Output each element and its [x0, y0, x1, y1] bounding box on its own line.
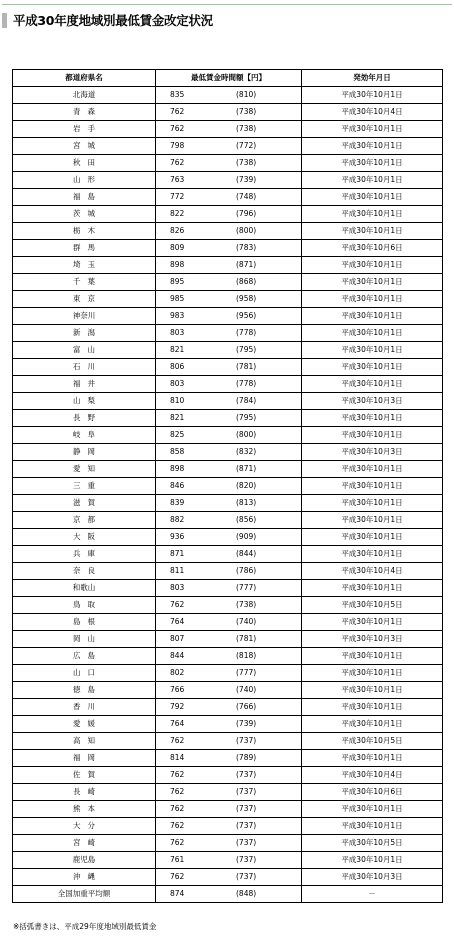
previous-wage: (786) — [236, 566, 257, 575]
prefecture-cell: 新潟 — [13, 325, 156, 342]
previous-wage: (737) — [236, 838, 257, 847]
previous-wage: (740) — [236, 685, 257, 694]
effective-date-cell: 平成30年10月1日 — [302, 818, 443, 835]
table-row — [13, 614, 443, 631]
previous-wage: (772) — [236, 141, 257, 150]
table-row — [13, 359, 443, 376]
table-row — [13, 376, 443, 393]
prefecture-cell: 奈良 — [13, 563, 156, 580]
current-wage: 825 — [170, 430, 185, 439]
current-wage: 798 — [170, 141, 185, 150]
effective-date-cell: 平成30年10月1日 — [302, 546, 443, 563]
effective-date-cell: 平成30年10月1日 — [302, 376, 443, 393]
effective-date-cell: 平成30年10月1日 — [302, 155, 443, 172]
prefecture-cell: 富山 — [13, 342, 156, 359]
current-wage: 844 — [170, 651, 185, 660]
prefecture-cell: 埼玉 — [13, 257, 156, 274]
prefecture-cell: 山口 — [13, 665, 156, 682]
prefecture-cell: 愛知 — [13, 461, 156, 478]
page-title: 平成30年度地域別最低賃金改定状況 — [13, 13, 213, 28]
prefecture-cell: 高知 — [13, 733, 156, 750]
previous-wage: (795) — [236, 345, 257, 354]
current-wage: 762 — [170, 838, 185, 847]
table-row — [13, 597, 443, 614]
top-divider-line — [2, 4, 452, 5]
wage-cell — [156, 869, 302, 886]
wage-cell — [156, 478, 302, 495]
wage-cell — [156, 342, 302, 359]
table-row — [13, 257, 443, 274]
table-row — [13, 495, 443, 512]
effective-date-cell: 平成30年10月1日 — [302, 427, 443, 444]
previous-wage: (738) — [236, 600, 257, 609]
wage-cell — [156, 682, 302, 699]
previous-wage: (820) — [236, 481, 257, 490]
wage-cell — [156, 784, 302, 801]
wage-cell — [156, 580, 302, 597]
current-wage: 762 — [170, 821, 185, 830]
current-wage: 985 — [170, 294, 185, 303]
current-wage: 936 — [170, 532, 185, 541]
effective-date-cell: 平成30年10月1日 — [302, 580, 443, 597]
table-row — [13, 580, 443, 597]
wage-cell — [156, 223, 302, 240]
wage-cell — [156, 699, 302, 716]
effective-date-cell: 平成30年10月1日 — [302, 410, 443, 427]
table-row — [13, 155, 443, 172]
table-row — [13, 189, 443, 206]
wage-cell — [156, 325, 302, 342]
effective-date-cell: 平成30年10月1日 — [302, 257, 443, 274]
previous-wage: (766) — [236, 702, 257, 711]
wage-cell — [156, 172, 302, 189]
prefecture-cell: 島根 — [13, 614, 156, 631]
table-row — [13, 308, 443, 325]
table-row — [13, 512, 443, 529]
previous-wage: (778) — [236, 379, 257, 388]
prefecture-cell: 神奈川 — [13, 308, 156, 325]
previous-wage: (844) — [236, 549, 257, 558]
wage-cell — [156, 291, 302, 308]
prefecture-cell: 香川 — [13, 699, 156, 716]
wage-cell — [156, 767, 302, 784]
effective-date-cell: 平成30年10月1日 — [302, 87, 443, 104]
table-header-row — [13, 70, 443, 87]
wage-cell — [156, 155, 302, 172]
effective-date-cell: 平成30年10月1日 — [302, 614, 443, 631]
effective-date-cell: 平成30年10月1日 — [302, 274, 443, 291]
prefecture-cell: 福島 — [13, 189, 156, 206]
table-body — [13, 87, 443, 903]
table-row — [13, 767, 443, 784]
table-row — [13, 393, 443, 410]
previous-wage: (856) — [236, 515, 257, 524]
wage-cell — [156, 121, 302, 138]
effective-date-cell: 平成30年10月1日 — [302, 682, 443, 699]
prefecture-cell: 東京 — [13, 291, 156, 308]
previous-wage: (737) — [236, 872, 257, 881]
wage-cell — [156, 257, 302, 274]
table-row — [13, 665, 443, 682]
effective-date-cell: 平成30年10月5日 — [302, 835, 443, 852]
table-row — [13, 750, 443, 767]
previous-wage: (748) — [236, 192, 257, 201]
current-wage: 762 — [170, 158, 185, 167]
current-wage: 822 — [170, 209, 185, 218]
current-wage: 809 — [170, 243, 185, 252]
table-row — [13, 478, 443, 495]
previous-wage: (789) — [236, 753, 257, 762]
previous-wage: (796) — [236, 209, 257, 218]
wage-cell — [156, 852, 302, 869]
previous-wage: (739) — [236, 175, 257, 184]
table-row — [13, 138, 443, 155]
table-row — [13, 631, 443, 648]
wage-cell — [156, 206, 302, 223]
table-row — [13, 699, 443, 716]
previous-wage: (783) — [236, 243, 257, 252]
prefecture-cell: 和歌山 — [13, 580, 156, 597]
effective-date-cell: 平成30年10月5日 — [302, 733, 443, 750]
current-wage: 826 — [170, 226, 185, 235]
wage-cell — [156, 750, 302, 767]
wage-cell — [156, 733, 302, 750]
current-wage: 762 — [170, 600, 185, 609]
prefecture-cell: 静岡 — [13, 444, 156, 461]
wage-cell — [156, 563, 302, 580]
current-wage: 898 — [170, 464, 185, 473]
prefecture-cell: 茨城 — [13, 206, 156, 223]
prefecture-cell: 長野 — [13, 410, 156, 427]
previous-wage: (800) — [236, 226, 257, 235]
table-row — [13, 427, 443, 444]
wage-cell — [156, 393, 302, 410]
table-row — [13, 818, 443, 835]
heading-marker — [2, 13, 7, 28]
current-wage: 895 — [170, 277, 185, 286]
current-wage: 874 — [170, 889, 185, 898]
current-wage: 858 — [170, 447, 185, 456]
table-row — [13, 784, 443, 801]
current-wage: 763 — [170, 175, 185, 184]
prefecture-cell: 宮崎 — [13, 835, 156, 852]
wage-cell — [156, 512, 302, 529]
prefecture-cell: 徳島 — [13, 682, 156, 699]
effective-date-cell: 平成30年10月4日 — [302, 767, 443, 784]
current-wage: 810 — [170, 396, 185, 405]
table-row — [13, 461, 443, 478]
wage-cell — [156, 614, 302, 631]
table-row — [13, 733, 443, 750]
effective-date-cell: 平成30年10月3日 — [302, 869, 443, 886]
wage-cell — [156, 461, 302, 478]
previous-wage: (737) — [236, 855, 257, 864]
previous-wage: (740) — [236, 617, 257, 626]
prefecture-cell: 三重 — [13, 478, 156, 495]
previous-wage: (737) — [236, 804, 257, 813]
table-row — [13, 410, 443, 427]
current-wage: 898 — [170, 260, 185, 269]
wage-cell — [156, 546, 302, 563]
table-row — [13, 172, 443, 189]
prefecture-cell: 青森 — [13, 104, 156, 121]
wage-cell — [156, 87, 302, 104]
wage-cell — [156, 427, 302, 444]
table-row — [13, 240, 443, 257]
current-wage: 846 — [170, 481, 185, 490]
table-row — [13, 325, 443, 342]
prefecture-cell: 大阪 — [13, 529, 156, 546]
previous-wage: (778) — [236, 328, 257, 337]
table-row — [13, 342, 443, 359]
current-wage: 882 — [170, 515, 185, 524]
table-row — [13, 869, 443, 886]
table-row — [13, 444, 443, 461]
effective-date-cell: 平成30年10月1日 — [302, 291, 443, 308]
wage-cell — [156, 138, 302, 155]
previous-wage: (777) — [236, 583, 257, 592]
previous-wage: (784) — [236, 396, 257, 405]
current-wage: 807 — [170, 634, 185, 643]
current-wage: 762 — [170, 770, 185, 779]
minimum-wage-table — [12, 69, 443, 903]
previous-wage: (738) — [236, 107, 257, 116]
previous-wage: (832) — [236, 447, 257, 456]
wage-cell — [156, 597, 302, 614]
previous-wage: (848) — [236, 889, 257, 898]
previous-wage: (909) — [236, 532, 257, 541]
wage-cell — [156, 495, 302, 512]
previous-wage: (737) — [236, 787, 257, 796]
current-wage: 764 — [170, 617, 185, 626]
wage-cell — [156, 308, 302, 325]
effective-date-cell: 平成30年10月1日 — [302, 461, 443, 478]
current-wage: 762 — [170, 107, 185, 116]
current-wage: 772 — [170, 192, 185, 201]
current-wage: 802 — [170, 668, 185, 677]
table-row — [13, 648, 443, 665]
current-wage: 762 — [170, 124, 185, 133]
prefecture-cell: 福岡 — [13, 750, 156, 767]
effective-date-cell: 平成30年10月3日 — [302, 631, 443, 648]
prefecture-cell: 岐阜 — [13, 427, 156, 444]
previous-wage: (738) — [236, 124, 257, 133]
wage-cell — [156, 444, 302, 461]
previous-wage: (781) — [236, 634, 257, 643]
previous-wage: (800) — [236, 430, 257, 439]
wage-cell — [156, 410, 302, 427]
page-heading — [2, 11, 213, 29]
prefecture-cell: 山形 — [13, 172, 156, 189]
previous-wage: (810) — [236, 90, 257, 99]
wage-cell — [156, 631, 302, 648]
effective-date-cell: 平成30年10月6日 — [302, 240, 443, 257]
previous-wage: (871) — [236, 464, 257, 473]
table-row — [13, 291, 443, 308]
current-wage: 766 — [170, 685, 185, 694]
current-wage: 762 — [170, 736, 185, 745]
table-row — [13, 835, 443, 852]
effective-date-cell: 平成30年10月1日 — [302, 189, 443, 206]
effective-date-cell: 平成30年10月1日 — [302, 359, 443, 376]
current-wage: 803 — [170, 583, 185, 592]
current-wage: 983 — [170, 311, 185, 320]
effective-date-cell: 平成30年10月1日 — [302, 206, 443, 223]
current-wage: 806 — [170, 362, 185, 371]
current-wage: 762 — [170, 872, 185, 881]
wage-cell — [156, 274, 302, 291]
header-effective-date: 発効年月日 — [302, 70, 443, 87]
current-wage: 871 — [170, 549, 185, 558]
table-row — [13, 546, 443, 563]
footnote: ※括弧書きは、平成29年度地域別最低賃金 — [13, 922, 157, 931]
header-hourly-wage: 最低賃金時間額【円】 — [156, 70, 302, 87]
effective-date-cell: 平成30年10月3日 — [302, 393, 443, 410]
effective-date-cell: 平成30年10月4日 — [302, 563, 443, 580]
effective-date-cell: 平成30年10月1日 — [302, 716, 443, 733]
effective-date-cell: 平成30年10月5日 — [302, 597, 443, 614]
prefecture-cell: 北海道 — [13, 87, 156, 104]
prefecture-cell: 兵庫 — [13, 546, 156, 563]
table-row — [13, 206, 443, 223]
prefecture-cell: 岡山 — [13, 631, 156, 648]
effective-date-cell: 平成30年10月4日 — [302, 104, 443, 121]
prefecture-cell: 大分 — [13, 818, 156, 835]
previous-wage: (737) — [236, 770, 257, 779]
prefecture-cell: 秋田 — [13, 155, 156, 172]
effective-date-cell: 平成30年10月1日 — [302, 699, 443, 716]
effective-date-cell: 平成30年10月1日 — [302, 648, 443, 665]
effective-date-cell: 平成30年10月1日 — [302, 512, 443, 529]
prefecture-cell: 愛媛 — [13, 716, 156, 733]
wage-cell — [156, 818, 302, 835]
table-row — [13, 563, 443, 580]
prefecture-cell: 鹿児島 — [13, 852, 156, 869]
average-row — [13, 886, 443, 903]
current-wage: 839 — [170, 498, 185, 507]
current-wage: 762 — [170, 787, 185, 796]
current-wage: 792 — [170, 702, 185, 711]
table-row — [13, 104, 443, 121]
effective-date-cell: 平成30年10月1日 — [302, 172, 443, 189]
prefecture-cell: 群馬 — [13, 240, 156, 257]
wage-cell — [156, 240, 302, 257]
effective-date-cell: 平成30年10月3日 — [302, 444, 443, 461]
prefecture-cell: 広島 — [13, 648, 156, 665]
effective-date-cell: 平成30年10月1日 — [302, 121, 443, 138]
wage-cell — [156, 801, 302, 818]
previous-wage: (818) — [236, 651, 257, 660]
previous-wage: (781) — [236, 362, 257, 371]
effective-date-cell: 平成30年10月1日 — [302, 342, 443, 359]
table-row — [13, 223, 443, 240]
effective-date-cell: 平成30年10月1日 — [302, 801, 443, 818]
prefecture-cell: 佐賀 — [13, 767, 156, 784]
effective-date-cell: 平成30年10月1日 — [302, 750, 443, 767]
prefecture-cell: 福井 — [13, 376, 156, 393]
effective-date-cell: 平成30年10月1日 — [302, 495, 443, 512]
wage-cell — [156, 716, 302, 733]
effective-date-cell: 平成30年10月1日 — [302, 325, 443, 342]
table-row — [13, 121, 443, 138]
effective-date-cell: 平成30年10月1日 — [302, 478, 443, 495]
current-wage: 821 — [170, 413, 185, 422]
previous-wage: (868) — [236, 277, 257, 286]
table-row — [13, 801, 443, 818]
current-wage: 803 — [170, 379, 185, 388]
previous-wage: (956) — [236, 311, 257, 320]
effective-date-cell: 平成30年10月1日 — [302, 223, 443, 240]
previous-wage: (958) — [236, 294, 257, 303]
wage-cell — [156, 104, 302, 121]
table-row — [13, 852, 443, 869]
wage-cell — [156, 835, 302, 852]
table-row — [13, 87, 443, 104]
effective-date-cell: 平成30年10月1日 — [302, 665, 443, 682]
prefecture-cell: 鳥取 — [13, 597, 156, 614]
header-prefecture: 都道府県名 — [13, 70, 156, 87]
table-row — [13, 716, 443, 733]
previous-wage: (738) — [236, 158, 257, 167]
previous-wage: (739) — [236, 719, 257, 728]
prefecture-cell: 栃木 — [13, 223, 156, 240]
effective-date-cell: 平成30年10月1日 — [302, 138, 443, 155]
previous-wage: (737) — [236, 736, 257, 745]
wage-cell — [156, 886, 302, 903]
prefecture-cell: 岩手 — [13, 121, 156, 138]
current-wage: 761 — [170, 855, 185, 864]
current-wage: 835 — [170, 90, 185, 99]
prefecture-cell: 熊本 — [13, 801, 156, 818]
prefecture-cell: 山梨 — [13, 393, 156, 410]
prefecture-cell: 滋賀 — [13, 495, 156, 512]
prefecture-cell: 宮城 — [13, 138, 156, 155]
previous-wage: (871) — [236, 260, 257, 269]
current-wage: 803 — [170, 328, 185, 337]
prefecture-cell: 千葉 — [13, 274, 156, 291]
table-row — [13, 274, 443, 291]
prefecture-cell: 京都 — [13, 512, 156, 529]
previous-wage: (777) — [236, 668, 257, 677]
previous-wage: (813) — [236, 498, 257, 507]
effective-date-cell: 平成30年10月1日 — [302, 852, 443, 869]
effective-date-cell: － — [302, 886, 443, 903]
table-row — [13, 682, 443, 699]
wage-cell — [156, 359, 302, 376]
current-wage: 814 — [170, 753, 185, 762]
prefecture-cell: 全国加重平均額 — [13, 886, 156, 903]
wage-cell — [156, 665, 302, 682]
prefecture-cell: 長崎 — [13, 784, 156, 801]
effective-date-cell: 平成30年10月1日 — [302, 529, 443, 546]
wage-cell — [156, 529, 302, 546]
current-wage: 762 — [170, 804, 185, 813]
current-wage: 821 — [170, 345, 185, 354]
wage-cell — [156, 376, 302, 393]
table-row — [13, 529, 443, 546]
current-wage: 811 — [170, 566, 185, 575]
effective-date-cell: 平成30年10月6日 — [302, 784, 443, 801]
prefecture-cell: 沖縄 — [13, 869, 156, 886]
previous-wage: (795) — [236, 413, 257, 422]
effective-date-cell: 平成30年10月1日 — [302, 308, 443, 325]
current-wage: 764 — [170, 719, 185, 728]
wage-cell — [156, 648, 302, 665]
prefecture-cell: 石川 — [13, 359, 156, 376]
wage-cell — [156, 189, 302, 206]
previous-wage: (737) — [236, 821, 257, 830]
